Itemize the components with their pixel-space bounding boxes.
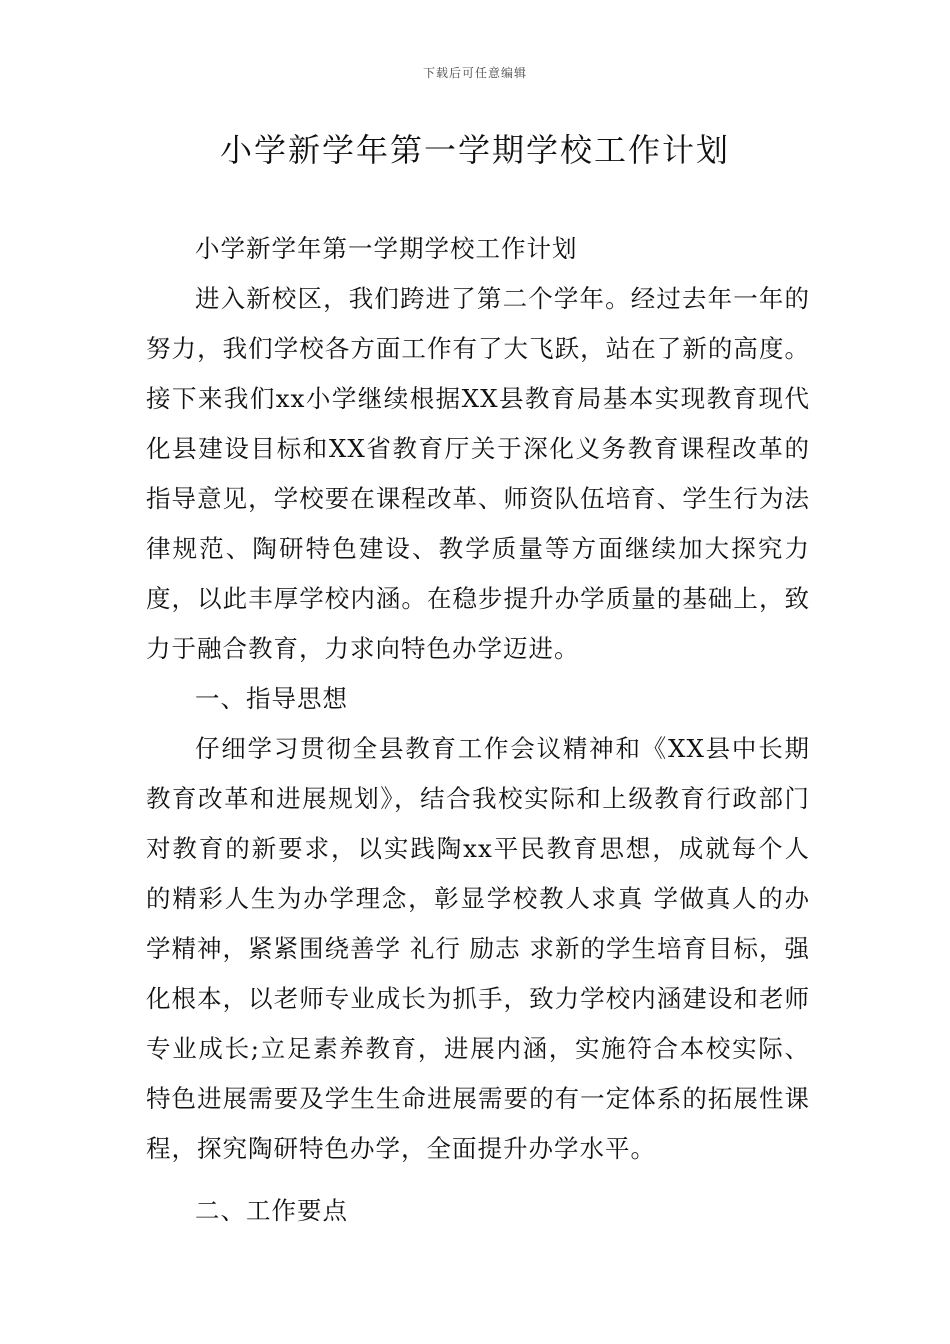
section-heading-guiding-ideology: 一、指导思想 (195, 684, 348, 713)
guiding-ideology-paragraph: 仔细学习贯彻全县教育工作会议精神和《XX县中长期教育改革和进展规划》，结合我校实际和上级教育行政部门对教育的新要求，以实践陶xx平民教育思想，成就每个人的精彩人生为办学理念，彰显学校教人求真 学做真人的办学精神，紧紧围绕善学 礼行 励志 求新的学生培育目标，强化根本，以老师专业成长为抓手，致力学校内涵建设和老师专业成长;立足素养教育，进展内涵，实施符合本校实际、特色进展需要及学生生命进展需要的有一定体系的拓展性课程，探究陶研特色办学，全面提升办学水平。 (146, 734, 810, 1163)
subtitle-paragraph: 小学新学年第一学期学校工作计划 (195, 234, 578, 263)
header-note: 下载后可任意编辑 (422, 66, 527, 80)
document-body (146, 224, 810, 1236)
document-title: 小学新学年第一学期学校工作计划 (219, 131, 730, 169)
section-heading-work-points: 二、工作要点 (195, 1196, 348, 1225)
intro-paragraph: 进入新校区，我们跨进了第二个学年。经过去年一年的努力，我们学校各方面工作有了大飞跃，站在了新的高度。接下来我们xx小学继续根据XX县教育局基本实现教育现代化县建设目标和XX省教育厅关于深化义务教育课程改革的指导意见，学校要在课程改革、师资队伍培育、学生行为法律规范、陶研特色建设、教学质量等方面继续加大探究力度，以此丰厚学校内涵。在稳步提升办学质量的基础上，致力于融合教育，力求向特色办学迈进。 (146, 284, 810, 663)
